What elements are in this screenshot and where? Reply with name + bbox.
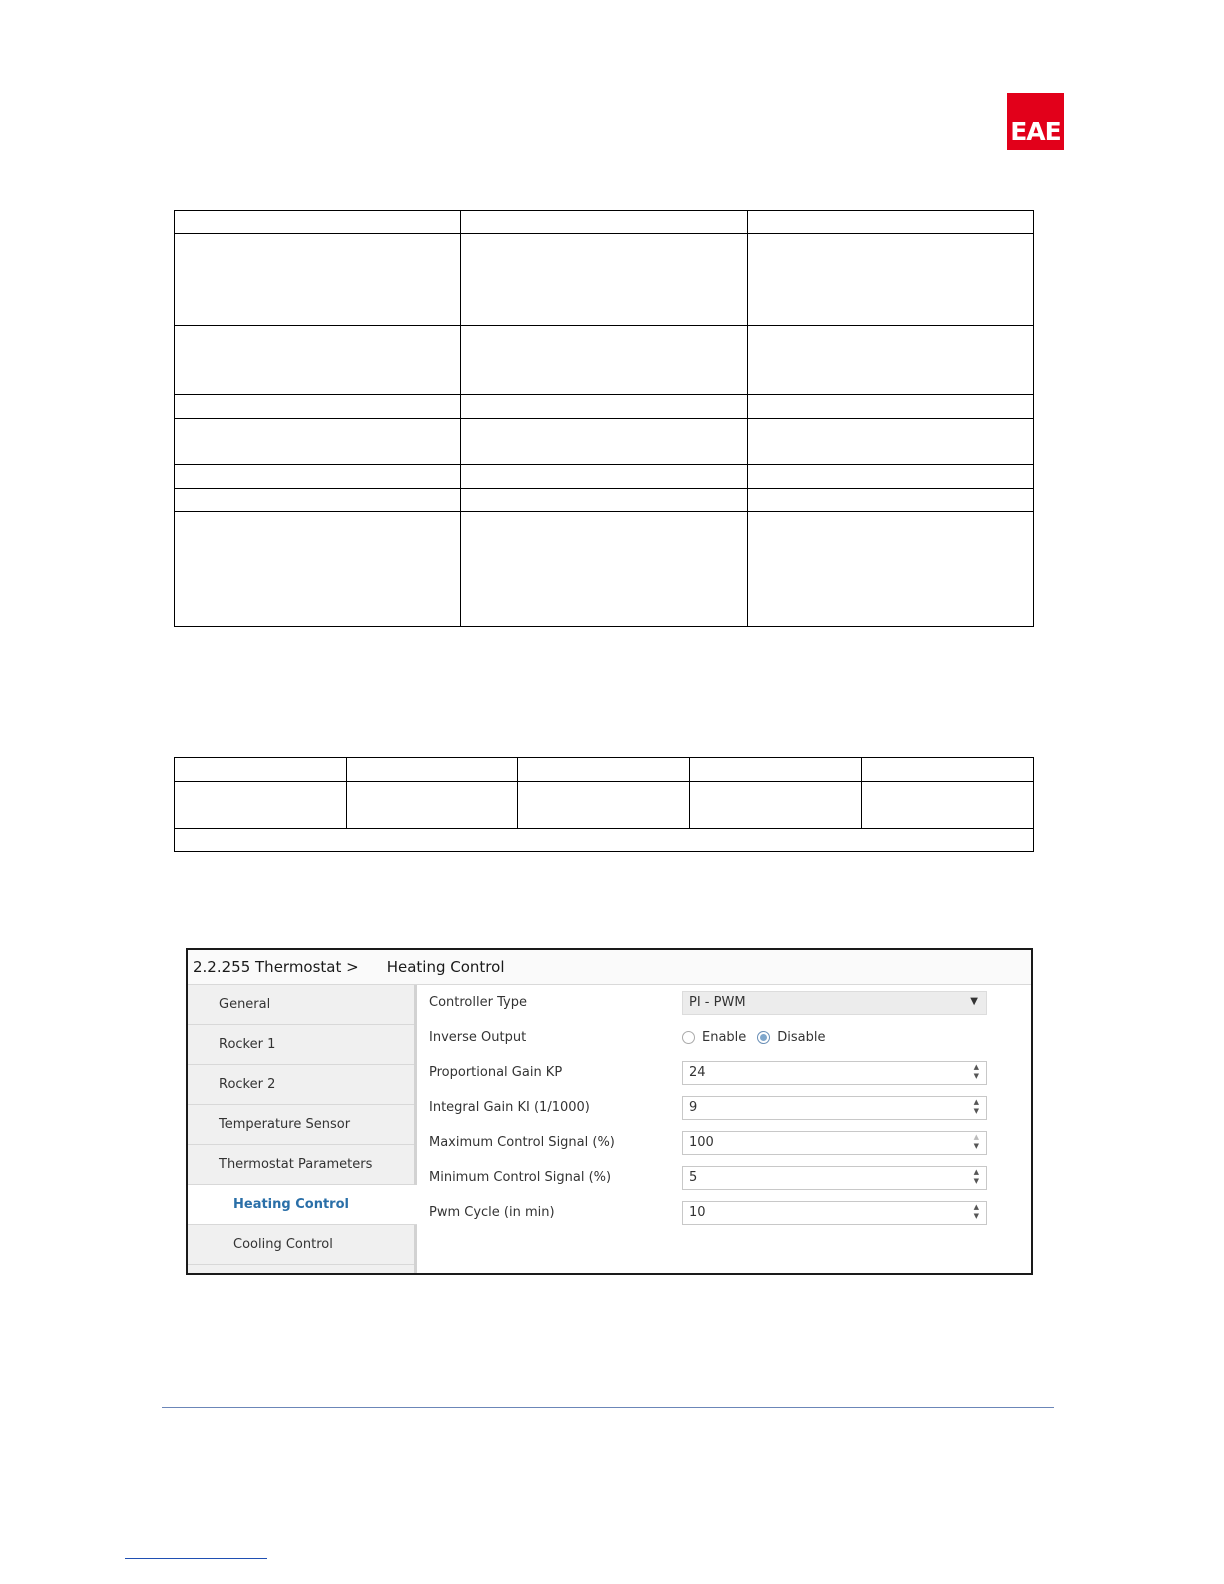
min-signal-value: 5 [689, 1170, 698, 1185]
page-title: Heating Control [386, 958, 505, 976]
sidebar-item-heating-control[interactable] [188, 1185, 417, 1225]
pwm-cycle-spinbox[interactable] [682, 1201, 987, 1225]
max-signal-spinbox[interactable] [682, 1131, 987, 1155]
pwm-cycle-label: Pwm Cycle (in min) [429, 1205, 555, 1220]
min-signal-label: Minimum Control Signal (%) [429, 1170, 612, 1185]
flags-table [174, 757, 1034, 852]
sidebar-item-label: Thermostat Parameters [219, 1157, 373, 1172]
max-signal-value: 100 [689, 1135, 714, 1150]
param-row-min-signal [417, 1160, 1031, 1195]
table-row [175, 234, 1034, 326]
table-row [175, 758, 1034, 782]
object-table [174, 210, 1034, 627]
sidebar-item-general[interactable] [188, 985, 414, 1025]
spin-arrows-icon[interactable]: ▲ ▼ [973, 1202, 979, 1220]
table-row [175, 489, 1034, 512]
ki-label: Integral Gain KI (1/1000) [429, 1100, 590, 1115]
table-row [175, 326, 1034, 395]
breadcrumb: 2.2.255 Thermostat > [193, 958, 359, 976]
disable-radio-label: Disable [777, 1030, 826, 1045]
min-signal-spinbox[interactable] [682, 1166, 987, 1190]
kp-label: Proportional Gain KP [429, 1065, 563, 1080]
enable-radio-label: Enable [702, 1030, 747, 1045]
max-signal-label: Maximum Control Signal (%) [429, 1135, 615, 1150]
ki-value: 9 [689, 1100, 698, 1115]
controller-type-value: PI - PWM [689, 995, 746, 1010]
param-row-inverse-output [417, 1020, 1031, 1055]
sidebar-item-label: Cooling Control [233, 1237, 333, 1252]
chevron-down-icon: ▼ [970, 995, 978, 1007]
param-row-controller-type [417, 985, 1031, 1020]
sidebar-item-cooling-control[interactable] [188, 1225, 414, 1265]
ki-spinbox[interactable] [682, 1096, 987, 1120]
sidebar-item-label: General [219, 997, 271, 1012]
controller-type-label: Controller Type [429, 995, 527, 1010]
param-row-pwm-cycle [417, 1195, 1031, 1230]
disable-radio[interactable] [757, 1031, 770, 1044]
table-row [175, 829, 1034, 852]
sidebar-item-label: Rocker 1 [219, 1037, 276, 1052]
pwm-cycle-value: 10 [689, 1205, 706, 1220]
eae-logo: EAE [1007, 93, 1064, 150]
spin-arrows-icon[interactable]: ▲ ▼ [973, 1097, 979, 1115]
sidebar-item-label: Heating Control [233, 1197, 349, 1212]
parameter-content [417, 985, 1031, 1273]
table-row [175, 211, 1034, 234]
parameter-window [186, 948, 1033, 1275]
panel-header [188, 950, 1031, 985]
param-row-max-signal [417, 1125, 1031, 1160]
table-row [175, 419, 1034, 465]
sidebar-nav [188, 985, 417, 1273]
inverse-output-radio-group [682, 1030, 837, 1045]
table-row [175, 512, 1034, 627]
param-row-kp [417, 1055, 1031, 1090]
sidebar-item-rocker-2[interactable] [188, 1065, 414, 1105]
sidebar-item-temperature-sensor[interactable] [188, 1105, 414, 1145]
enable-radio[interactable] [682, 1031, 695, 1044]
table-row [175, 395, 1034, 419]
spin-arrows-icon[interactable]: ▲ ▼ [973, 1167, 979, 1185]
controller-type-dropdown[interactable] [682, 991, 987, 1015]
kp-value: 24 [689, 1065, 706, 1080]
sidebar-item-label: Rocker 2 [219, 1077, 276, 1092]
spin-arrows-icon[interactable]: ▲ ▼ [973, 1132, 979, 1150]
sidebar-item-rocker-1[interactable] [188, 1025, 414, 1065]
sidebar-item-thermostat-parameters[interactable] [188, 1145, 414, 1185]
footer-divider [162, 1407, 1054, 1408]
sidebar-item-label: Temperature Sensor [219, 1117, 351, 1132]
table-row [175, 465, 1034, 489]
kp-spinbox[interactable] [682, 1061, 987, 1085]
table-row [175, 782, 1034, 829]
param-row-ki [417, 1090, 1031, 1125]
spin-arrows-icon[interactable]: ▲ ▼ [973, 1062, 979, 1080]
inverse-output-label: Inverse Output [429, 1030, 527, 1045]
footer-link-underline[interactable] [125, 1558, 267, 1559]
